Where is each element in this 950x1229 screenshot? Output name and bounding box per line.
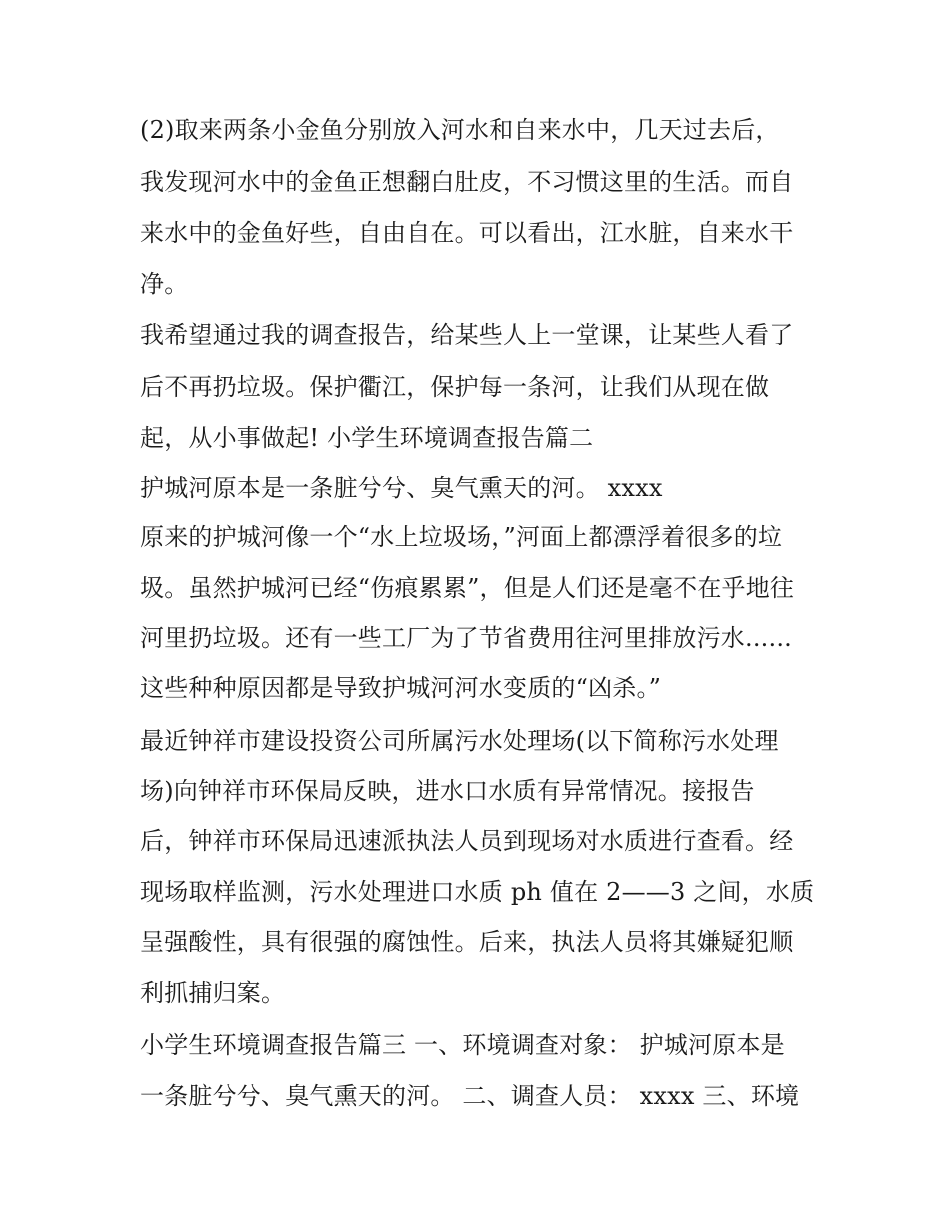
text-line: 最近钟祥市建设投资公司所属污水处理场(以下简称污水处理 [140, 727, 779, 755]
text-line: 净。 [140, 270, 189, 298]
text-line: 圾。虽然护城河已经“伤痕累累”，但是人们还是毫不在乎地往 [140, 574, 795, 602]
text-line: 利抓捕归案。 [140, 979, 286, 1007]
text-line: 来水中的金鱼好些，自由自在。可以看出，江水脏，自来水干 [140, 219, 794, 247]
text-line: 呈强酸性，具有很强的腐蚀性。后来，执法人员将其嫌疑犯顺 [140, 928, 794, 956]
text-line: (2)取来两条小金鱼分别放入河水和自来水中，几天过去后， [140, 116, 780, 144]
text-line: 护城河原本是一条脏兮兮、臭气熏天的河。 xxxx [140, 474, 663, 502]
text-line: 起，从小事做起! 小学生环境调查报告篇二 [140, 424, 594, 452]
text-line: 场)向钟祥市环保局反映，进水口水质有异常情况。接报告 [140, 777, 755, 805]
text-line: 我发现河水中的金鱼正想翻白肚皮，不习惯这里的生活。而自 [140, 168, 794, 196]
text-line: 小学生环境调查报告篇三 一、环境调查对象： 护城河原本是 [140, 1031, 785, 1059]
text-line: 一条脏兮兮、臭气熏天的河。 二、调查人员： xxxx 三、环境 [140, 1082, 800, 1110]
text-line: 现场取样监测，污水处理进口水质 ph 值在 2——3 之间，水质 [140, 878, 815, 906]
text-line: 后不再扔垃圾。保护衢江，保护每一条河，让我们从现在做 [140, 373, 770, 401]
text-line: 河里扔垃圾。还有一些工厂为了节省费用往河里排放污水...... [140, 624, 792, 652]
text-line: 这些种种原因都是导致护城河河水变质的“凶杀。” [140, 674, 662, 702]
text-line: 我希望通过我的调查报告，给某些人上一堂课，让某些人看了 [140, 321, 794, 349]
text-line: 后，钟祥市环保局迅速派执法人员到现场对水质进行查看。经 [140, 827, 794, 855]
text-line: 原来的护城河像一个“水上垃圾场，”河面上都漂浮着很多的垃 [140, 523, 783, 551]
